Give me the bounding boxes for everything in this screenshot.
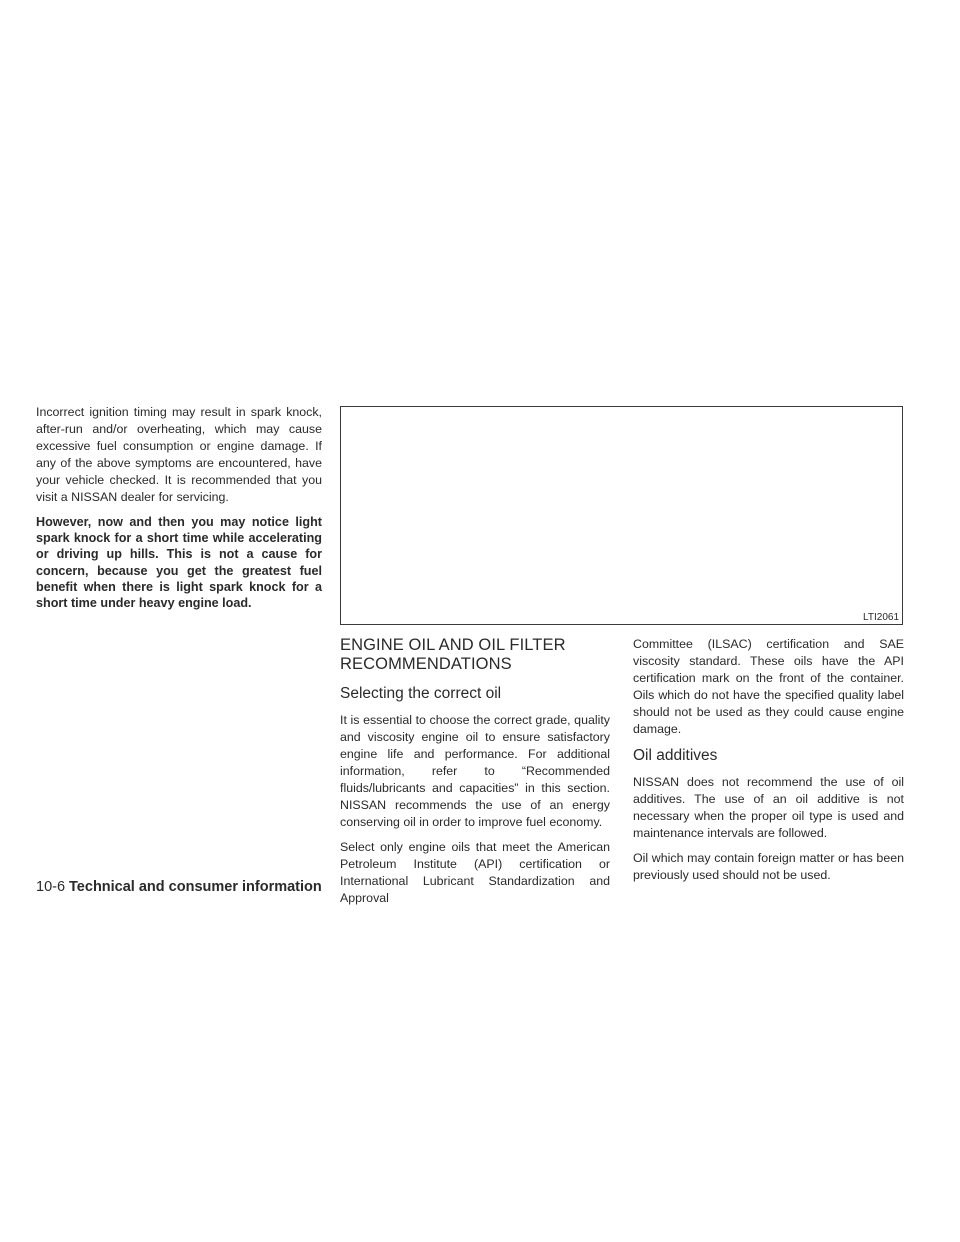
spark-knock-paragraph: Incorrect ignition timing may result in spark knock, after-run and/or overheating, which may cause excessive fuel consumption or engine damage. If any of the above symptoms are encountered, have your vehicle checked. It is recommended that you visit a NISSAN dealer for servicing. <box>36 405 322 504</box>
figure-id-label: LTI2061 <box>863 612 899 623</box>
middle-column <box>340 636 610 915</box>
selecting-oil-paragraph-2: Select only engine oils that meet the American Petroleum Institute (API) certification or International Lubricant Standardization and Approval <box>340 840 610 905</box>
section-title: ENGINE OIL AND OIL FILTER RECOMMENDATIONS <box>340 636 566 673</box>
subsection-title-selecting-oil: Selecting the correct oil <box>340 685 502 702</box>
selecting-oil-paragraph-continued: Committee (ILSAC) certification and SAE viscosity standard. These oils have the API certification mark on the front of the container. Oils which do not have the specified quality label should not be used as they could cause engine damage. <box>633 637 904 736</box>
selecting-oil-paragraph-1: It is essential to choose the correct grade, quality and viscosity engine oil to ensure satisfactory engine life and performance. For additional information, refer to “Recommended fluids/lubricants and capacities” in this section. NISSAN recommends the use of an energy conserving oil in order to improve fuel economy. <box>340 713 610 829</box>
spark-knock-note-bold: However, now and then you may notice light spark knock for a short time while accelerating or driving up hills. This is not a cause for concern, because you get the greatest fuel benefit when there is light spark knock for a short time under heavy engine load. <box>36 515 322 611</box>
left-column <box>36 404 322 619</box>
oil-additives-paragraph-2: Oil which may contain foreign matter or has been previously used should not be used. <box>633 851 904 882</box>
oil-additives-paragraph-1: NISSAN does not recommend the use of oil additives. The use of an oil additive is not necessary when the proper oil type is used and maintenance intervals are followed. <box>633 775 904 840</box>
right-column <box>633 636 904 892</box>
chapter-title: Technical and consumer information <box>69 879 322 895</box>
page-footer <box>36 878 322 896</box>
subsection-title-oil-additives: Oil additives <box>633 747 718 764</box>
illustration-frame <box>340 406 903 625</box>
page-number: 10-6 <box>36 879 66 895</box>
